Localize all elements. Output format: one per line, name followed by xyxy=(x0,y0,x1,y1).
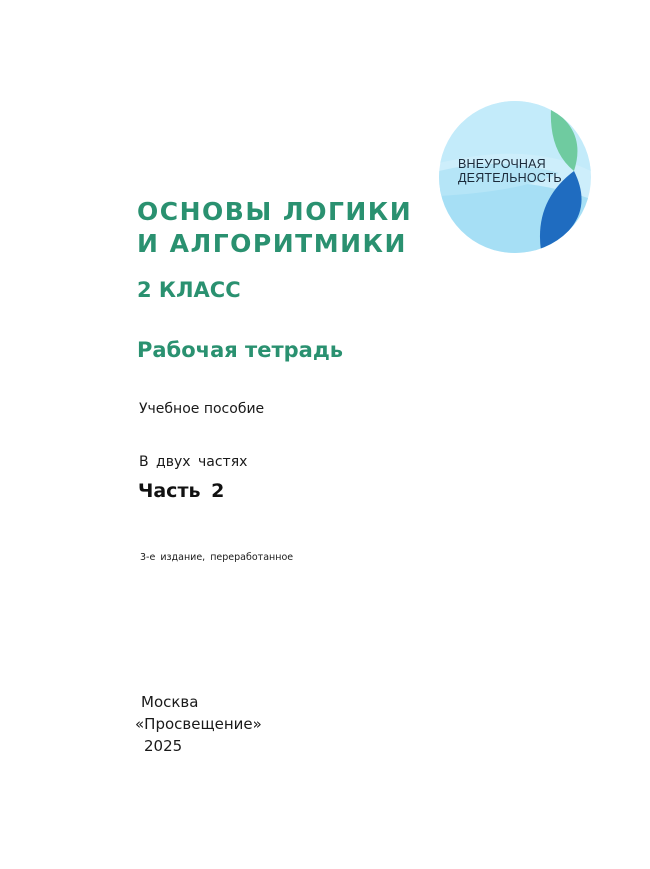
parts-count: В двух частях xyxy=(139,454,248,470)
book-title-line2: И АЛГОРИТМИКИ xyxy=(137,229,407,258)
imprint-city: Москва xyxy=(141,693,199,711)
book-kind: Учебное пособие xyxy=(139,401,265,417)
badge-label-line1: ВНЕУРОЧНАЯ xyxy=(458,157,546,171)
book-subtitle: Рабочая тетрадь xyxy=(137,338,344,362)
imprint xyxy=(135,691,262,757)
part-number: Часть 2 xyxy=(138,480,225,502)
imprint-publisher: «Просвещение» xyxy=(135,715,262,733)
imprint-year: 2025 xyxy=(144,737,183,755)
book-title xyxy=(137,196,412,260)
badge-label-line2: ДЕЯТЕЛЬНОСТЬ xyxy=(458,171,562,185)
book-title-line1: ОСНОВЫ ЛОГИКИ xyxy=(137,197,413,226)
badge-label xyxy=(458,157,562,185)
grade-label: 2 КЛАСС xyxy=(137,278,241,302)
edition-note: 3-е издание, переработанное xyxy=(140,552,294,563)
